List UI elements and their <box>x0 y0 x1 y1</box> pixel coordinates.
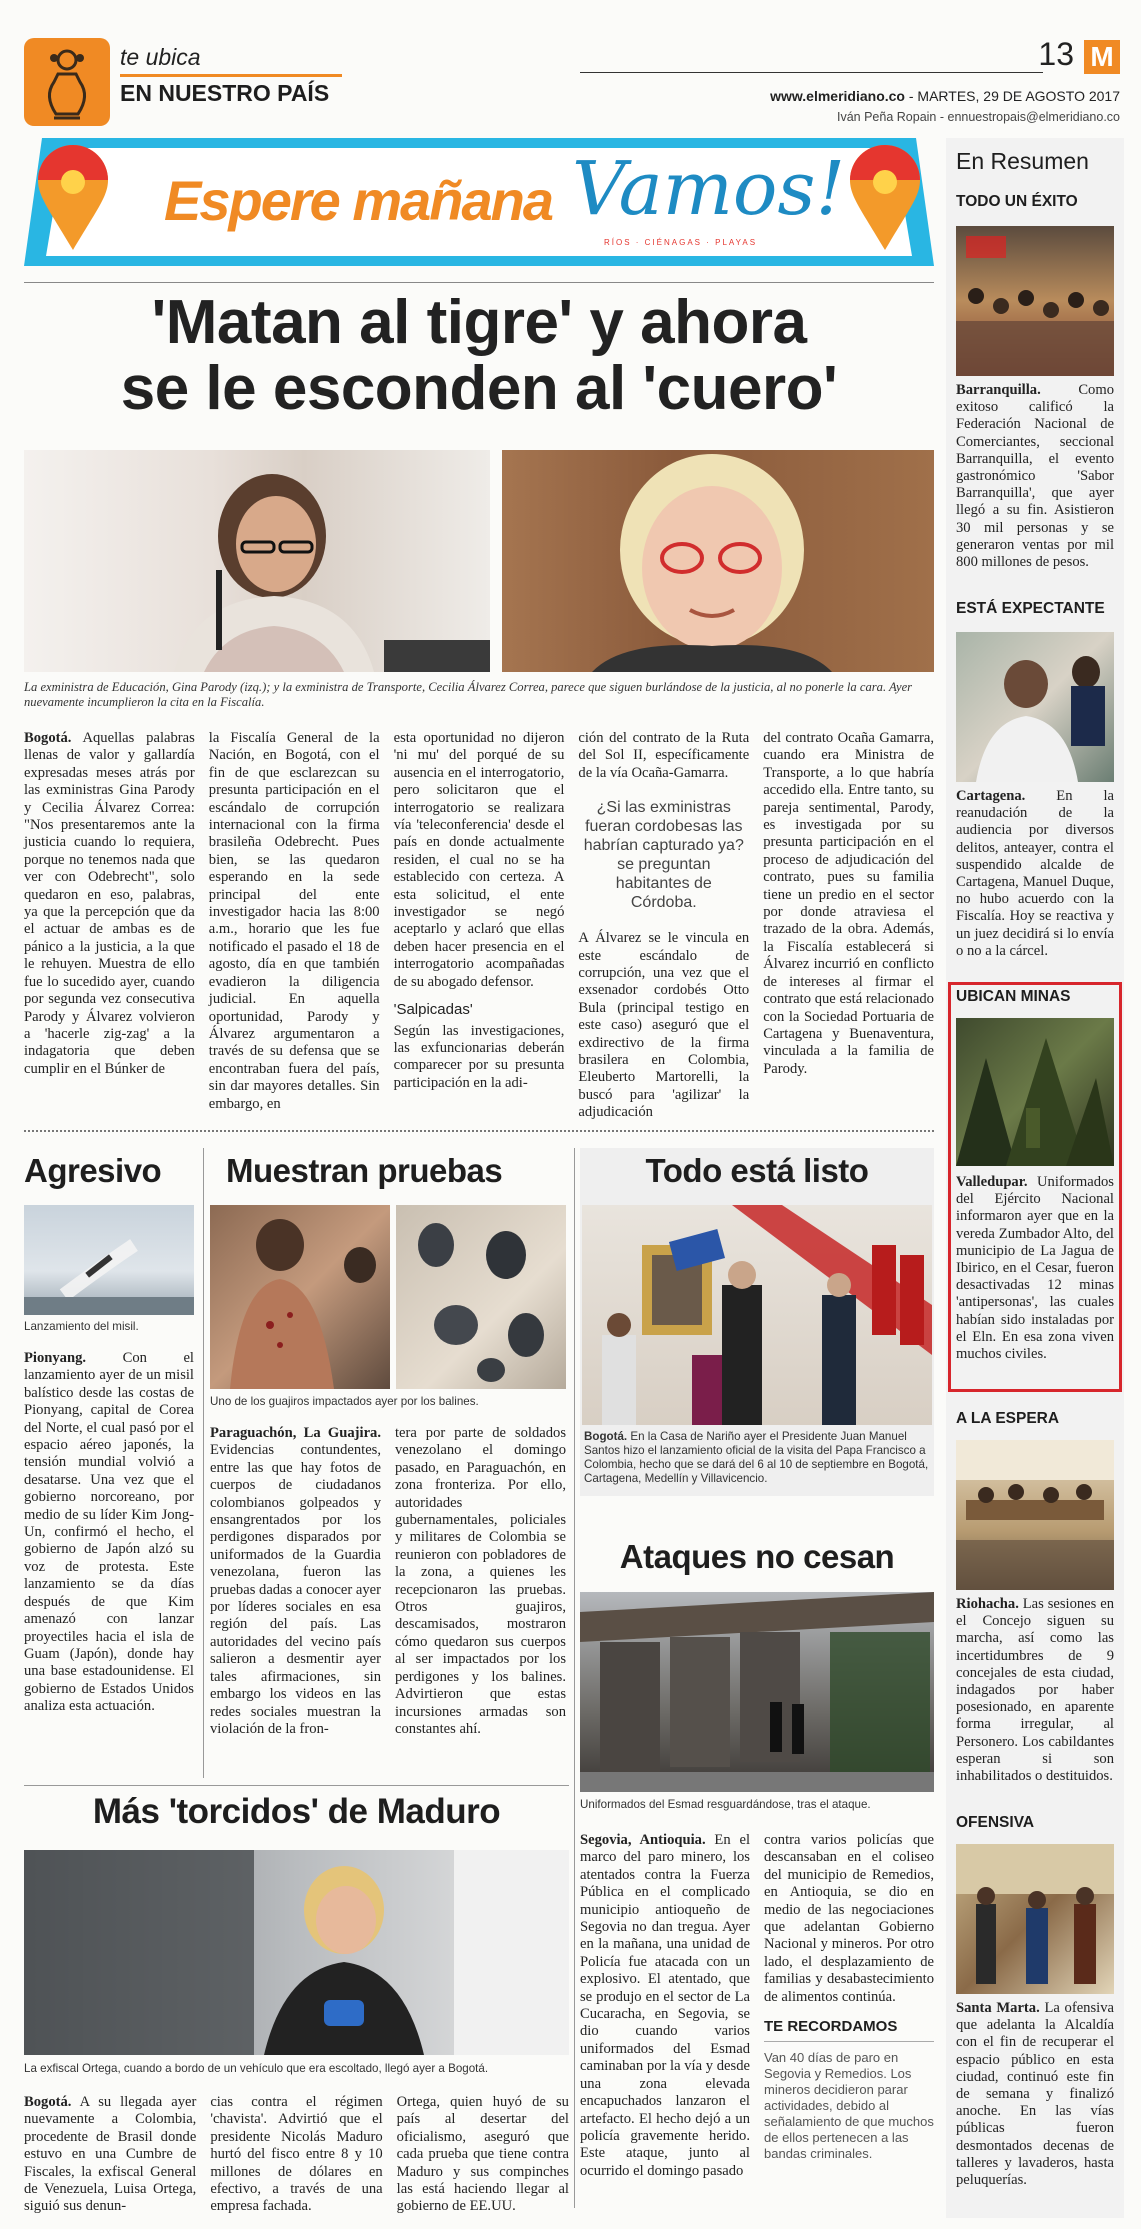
lead-photo-caption: La exministra de Educación, Gina Parody (izq.); y la exministra de Transporte, Cecilia Álvarez Correa, parece que siguen burlándose de la justicia, al no ponerle la cara. Ayer nuevamente incumplieron la cita en la Fiscalía. <box>24 680 913 709</box>
section-logo <box>24 38 110 126</box>
page-number: 13 <box>1038 36 1074 72</box>
sidebar-title: En Resumen <box>956 148 1089 174</box>
projectile-icon <box>396 1205 566 1389</box>
pruebas-title: Muestran pruebas <box>226 1152 503 1189</box>
subhead-salpicadas: 'Salpicadas' <box>393 1001 473 1019</box>
maduro-title: Más 'torcidos' de Maduro <box>92 1792 501 1831</box>
photo-missile[interactable] <box>24 1205 194 1315</box>
lead-col-2: la Fiscalía General de la Nación, en Bogotá, con el fin de que esclarezcan su presunta participación en el escándalo de corrupción internacional con la firma brasileña Odebrecht. Pues bien, se las quedaron esperando en la sede principal del ente investigador hacia las 8:00 a.m., horario que les fue notificado el pasado el 18 de agosto, día en que también evadieron la diligencia judicial. En aquella oportunidad, Parody y Álvarez argumentaron a través de su defensa que se encontraban fuera del país, sin dar mayores detalles. Sin embargo, en <box>208 730 380 1112</box>
sidebar <box>946 138 1124 2218</box>
website-link[interactable]: www.elmeridiano.co <box>770 88 905 104</box>
pruebas-col-1: Paraguachón, La Guajira. Evidencias contundentes, entre las que hay fotos de cuerpos de ciudadanos colombianos golpeados y ensangrentados por los perdigones disparados por uniformados de la Guardia venezolana, fueron las pruebas dadas a conocer ayer por líderes sociales en esa región del país. Las autoridades del vecino país salieron a desmentir ayer tales afirmaciones, sin embargo los videos en las redes sociales muestran la violación de la fron- <box>210 1425 381 1737</box>
crowd-icon <box>956 226 1114 376</box>
missile-caption: Lanzamiento del misil. <box>24 1320 139 1333</box>
brand-badge: M <box>1084 40 1120 74</box>
street-icon <box>956 1844 1114 1994</box>
lead-headline <box>24 290 934 422</box>
missile-icon <box>24 1205 194 1315</box>
lead-article <box>24 730 934 1122</box>
banner-right-text: Vamos! <box>572 146 846 232</box>
person-silhouette-icon <box>210 1205 390 1389</box>
ataques-col-2: contra varios policías que descansaban en el coliseo del municipio de Remedios, en Antioquia, se dio en medio de las negociaciones que adelantan Gobierno Nacional y mineros. Por otro lado, el desplazamiento de familias y desabastecimiento de alimentos continúa. TE RECORDAMOS Van 40 días de paro en Segovia y Remedios. Los mineros decidieron parar actividades, debido al señalamiento de que muchos de ellos pertenecen a las bandas criminales. <box>764 1832 934 2162</box>
dateline-lead: Bogotá. <box>24 730 72 746</box>
ataques-title: Ataques no cesan <box>619 1538 895 1575</box>
section-small-title: te ubica <box>120 44 201 70</box>
sidebar-head-ofensiva: OFENSIVA <box>956 1814 1035 1831</box>
headline-line-2: se le esconden al 'cuero' <box>120 354 838 423</box>
pruebas-caption: Uno de los guajiros impactados ayer por los balines. <box>210 1395 479 1408</box>
promo-banner[interactable] <box>24 138 934 266</box>
ceremony-icon <box>582 1205 932 1425</box>
street-icon <box>580 1592 934 1792</box>
photo-santa-marta[interactable] <box>956 1844 1114 1994</box>
sidebar-text-expectante: Cartagena. En la reanudación de la audiencia por diversos delitos, anteayer, contra el suspendido alcalde de Cartagena, Manuel Duque, no hubo acuerdo con la Fiscalía. Hoy se reactiva y un juez decidirá si lo envía o no a la cárcel. <box>956 788 1114 959</box>
maduro-article <box>24 2094 569 2216</box>
maduro-col-2: cias contra el régimen 'chavista'. Advirtió que el presidente Nicolás Maduro hurtó del fisco entre 8 y 10 millones de dólares en efectivo, a través de una empresa fachada. <box>210 2094 383 2215</box>
ataques-article <box>580 1832 934 2180</box>
photo-riohacha[interactable] <box>956 1440 1114 1590</box>
meeting-icon <box>956 1440 1114 1590</box>
header-rule <box>580 72 1043 73</box>
date-text: - MARTES, 29 DE AGOSTO 2017 <box>904 88 1120 104</box>
sidebar-head-espera: A LA ESPERA <box>956 1410 1060 1427</box>
photo-esmad[interactable] <box>580 1592 934 1792</box>
sidebar-text-ofensiva: Santa Marta. La ofensiva que adelanta la Alcaldía con el fin de recuperar el espacio público en esta ciudad, continuó este fin de semana y finalizó anoche. En las vías públicas fueron desmontados decenas de talleres y lavaderos, hasta peluquerías. <box>956 2000 1114 2189</box>
sidebar-head-exito: TODO UN ÉXITO <box>956 193 1078 210</box>
vase-icon <box>24 38 110 126</box>
photo-injured-man[interactable] <box>210 1205 390 1389</box>
sidebar-text-exito: Barranquilla. Como exitoso calificó la Federación Nacional de Comerciantes, seccional Barranquilla, el evento gastronómico 'Sabor Barranquilla', que ayer llegó a su fin. Asistieron 30 mil personas y se generaron ventas por mil 800 millones de pesos. <box>956 382 1114 571</box>
pruebas-col-2: tera por parte de soldados venezolano el domingo pasado, en Paraguachón, en zona fronteriza. Por ello, autoridades gubernamentales, policiales y militares de Colombia se reunieron con pobladores de la zona, a quienes les recepcionaron las pruebas. Otros guajiros, descamisados, mostraron cómo quedaron sus cuerpos al ser impactados por los perdigones y los balines. Advirtieron que estas incursiones armadas son constantes ahí. <box>395 1425 566 1737</box>
ataques-col-1: Segovia, Antioquia. En el marco del paro minero, los atentados contra la Fuerza Pública en el complicado municipio antioqueño de Segovia no dan tregua. Ayer en la mañana, una unidad de Policía fue atacada con un explosivo. El atentado, que se produjo en el sector de La Cucaracha, en Segovia, se dio cuando varios uniformados del Esmad caminaban por la vía y desde una zona elevada encapuchados lanzaron el artefacto. El hecho dejó a un policía gravemente herido. Este ataque, junto al ocurrido el domingo pasado <box>580 1832 750 2179</box>
sidebar-text-minas: Valledupar. Uniformados del Ejército Nacional informaron ayer que en la vereda Zumbador Alto, del municipio de La Jagua de Ibirico, en el Cesar, fueron desactivadas 12 minas 'antipersonas', las cuales habían sido instaladas por el Eln. En esa zona viven muchos civiles. <box>956 1174 1114 1363</box>
dotted-divider <box>24 1130 934 1132</box>
byline: Iván Peña Ropain - ennuestropais@elmeridiano.co <box>837 110 1120 124</box>
photo-casa-narino[interactable] <box>582 1205 932 1425</box>
photo-minas[interactable] <box>956 1018 1114 1166</box>
pull-quote: ¿Si las exministras fueran cordobesas las habrían capturado ya? se preguntan habitantes de Córdoba. <box>583 799 744 912</box>
divider <box>24 1785 569 1786</box>
person-silhouette-icon <box>24 450 490 672</box>
photo-barranquilla[interactable] <box>956 226 1114 376</box>
listo-title: Todo está listo <box>645 1152 869 1189</box>
person-silhouette-icon <box>956 632 1114 782</box>
lead-col-5: del contrato Ocaña Gamarra, cuando era Ministra de Transporte, a lo que habría accedido ella. Entre tanto, su pareja sentimental, Parody, es investigada por su presunta participación en el proceso de adjudicación del contrato, pues su familia tiene un predio en el sector por donde atraviesa el trazado de la obra. Además, la Fiscalía establecerá si Álvarez incurrió en conflicto de intereses al firmar el contrato que está relacionado con la Sociedad Portuaria de Cartagena y Buenaventura, vinculada a la familia de Parody. <box>763 730 934 1077</box>
sidebar-text-espera: Riohacha. Las sesiones en el Concejo siguen su marcha, así como las incertidumbres de 9 concejales de esta ciudad, indagados por haber posesionado, en aparente forma irregular, al Personero. Los cabildantes esperan si son inhabilitados o destituidos. <box>956 1596 1114 1785</box>
listo-caption: Bogotá. En la Casa de Nariño ayer el Presidente Juan Manuel Santos hizo el lanzamiento oficial de la visita del Papa Francisco a Colombia, hecho que se dará del 6 al 10 de septiembre en Bogotá, Cartagena, Medellín y Villavicencio. <box>584 1430 929 1485</box>
pruebas-article <box>210 1425 566 1738</box>
lead-col-1: Bogotá. Aquellas palabras llenas de valor y gallardía expresadas meses atrás por las exministras Gina Parody y Cecilia Álvarez Correa: "Nos presentaremos ante la justicia cuando lo requiera, porque no tenemos nada que ver con Odebrecht", solo quedaron en eso, palabras, ya que la percepción que da el actuar de ambas es de pánico a la justicia, a la que le rehuyen. Muestra de ello fue lo sucedido ayer, cuando por segunda vez consecutiva Parody y Álvarez volvieron a 'hacerle zig-zag' a la indagatoria que deben cumplir en el Búnker de <box>24 730 195 1077</box>
vertical-rule <box>574 1148 575 2208</box>
photo-parody[interactable] <box>24 450 490 672</box>
dateline <box>600 88 1120 104</box>
ortega-caption: La exfiscal Ortega, cuando a bordo de un vehículo que era escoltado, llegó ayer a Bogotá. <box>24 2062 489 2075</box>
recordamos-text: Van 40 días de paro en Segovia y Remedios. Los mineros decidieron parar actividades, debido al señalamiento de que muchos de ellos pertenecen a las bandas criminales. <box>764 2050 934 2162</box>
agresivo-title: Agresivo <box>24 1152 162 1189</box>
photo-projectiles[interactable] <box>396 1205 566 1389</box>
banner-left-text: Espere mañana <box>164 169 552 232</box>
sidebar-head-expectante: ESTÁ EXPECTANTE <box>956 600 1105 617</box>
photo-ortega[interactable] <box>24 1850 569 2055</box>
banner-sub-text: RÍOS · CIÉNAGAS · PLAYAS <box>604 238 758 247</box>
agresivo-article: Pionyang. Con el lanzamiento ayer de un misil balístico desde las costas de Pionyang, capital de Corea del Norte, el cual pasó por el espacio aéreo japonés, la tensión mundial volvió a desatarse. Una vez que el gobierno norcoreano, por medio de su líder Kim Jong-Un, confirmó el hecho, el gobierno de Japón alzó su voz de protesta. Este lanzamiento se da días después de que Kim amenazó con lanzar proyectiles hacia el isla de Guam (Japón), donde hay una base estadounidense. El gobierno de Estados Unidos analiza esta actuación. <box>24 1350 194 1715</box>
esmad-caption: Uniformados del Esmad resguardándose, tras el ataque. <box>580 1798 871 1811</box>
photo-cartagena[interactable] <box>956 632 1114 782</box>
section-underline <box>120 74 342 77</box>
headline-line-1: 'Matan al tigre' y ahora <box>151 288 807 357</box>
sidebar-head-minas: UBICAN MINAS <box>956 988 1071 1005</box>
lead-col-3: esta oportunidad no dijeron 'ni mu' del porqué de su ausencia en el interrogatorio, pero solicitaron que el interrogatorio se realizara vía 'teleconferencia' desde el país en donde actualmente residen, el cual no se ha establecido con certeza. A esta solicitud, el ente investigador se negó aceptarlo y aclaró que ellas deben hacer presencia en el interrogatorio acompañadas de su abogado defensor. 'Salpicadas' Según las investigaciones, las exfuncionarias deberán comparecer por su presunta participación en la adi- <box>393 730 565 1091</box>
pin-right-icon <box>840 138 930 266</box>
forest-icon <box>956 1018 1114 1166</box>
pin-left-icon <box>28 138 118 266</box>
maduro-col-1: Bogotá. A su llegada ayer nuevamente a Colombia, procedente de Brasil donde estuvo en una Cumbre de Fiscales, la exfiscal General de Venezuela, Luisa Ortega, siguió sus denun- <box>24 2094 197 2215</box>
lead-col-4: ción del contrato de la Ruta del Sol II, específicamente de la vía Ocaña-Gamarra. ¿Si las exministras fueran cordobesas las habrían capturado ya? se preguntan habitantes de Córdoba. A Álvarez se le vincula en este escándalo de corrupción, una vez que el exsenador cordobés Otto Bula (principal testigo en este caso) aseguró que el exdirectivo de la firma brasilera en Colombia, Eleuberto Martorelli, la buscó para 'agilizar' la adjudicación <box>578 730 750 1121</box>
photo-alvarez[interactable] <box>502 450 934 672</box>
section-big-title: EN NUESTRO PAÍS <box>120 80 330 106</box>
vertical-rule <box>203 1148 204 1778</box>
maduro-col-3: Ortega, quien huyó de su país al desertar del oficialismo, aseguró que cada prueba que tiene contra Maduro y sus compinches las está haciendo llegar al gobierno de EE.UU. <box>396 2094 569 2215</box>
person-silhouette-icon <box>24 1850 569 2055</box>
divider <box>24 282 934 283</box>
recordamos-title: TE RECORDAMOS <box>764 2018 934 2042</box>
person-silhouette-icon <box>502 450 934 672</box>
